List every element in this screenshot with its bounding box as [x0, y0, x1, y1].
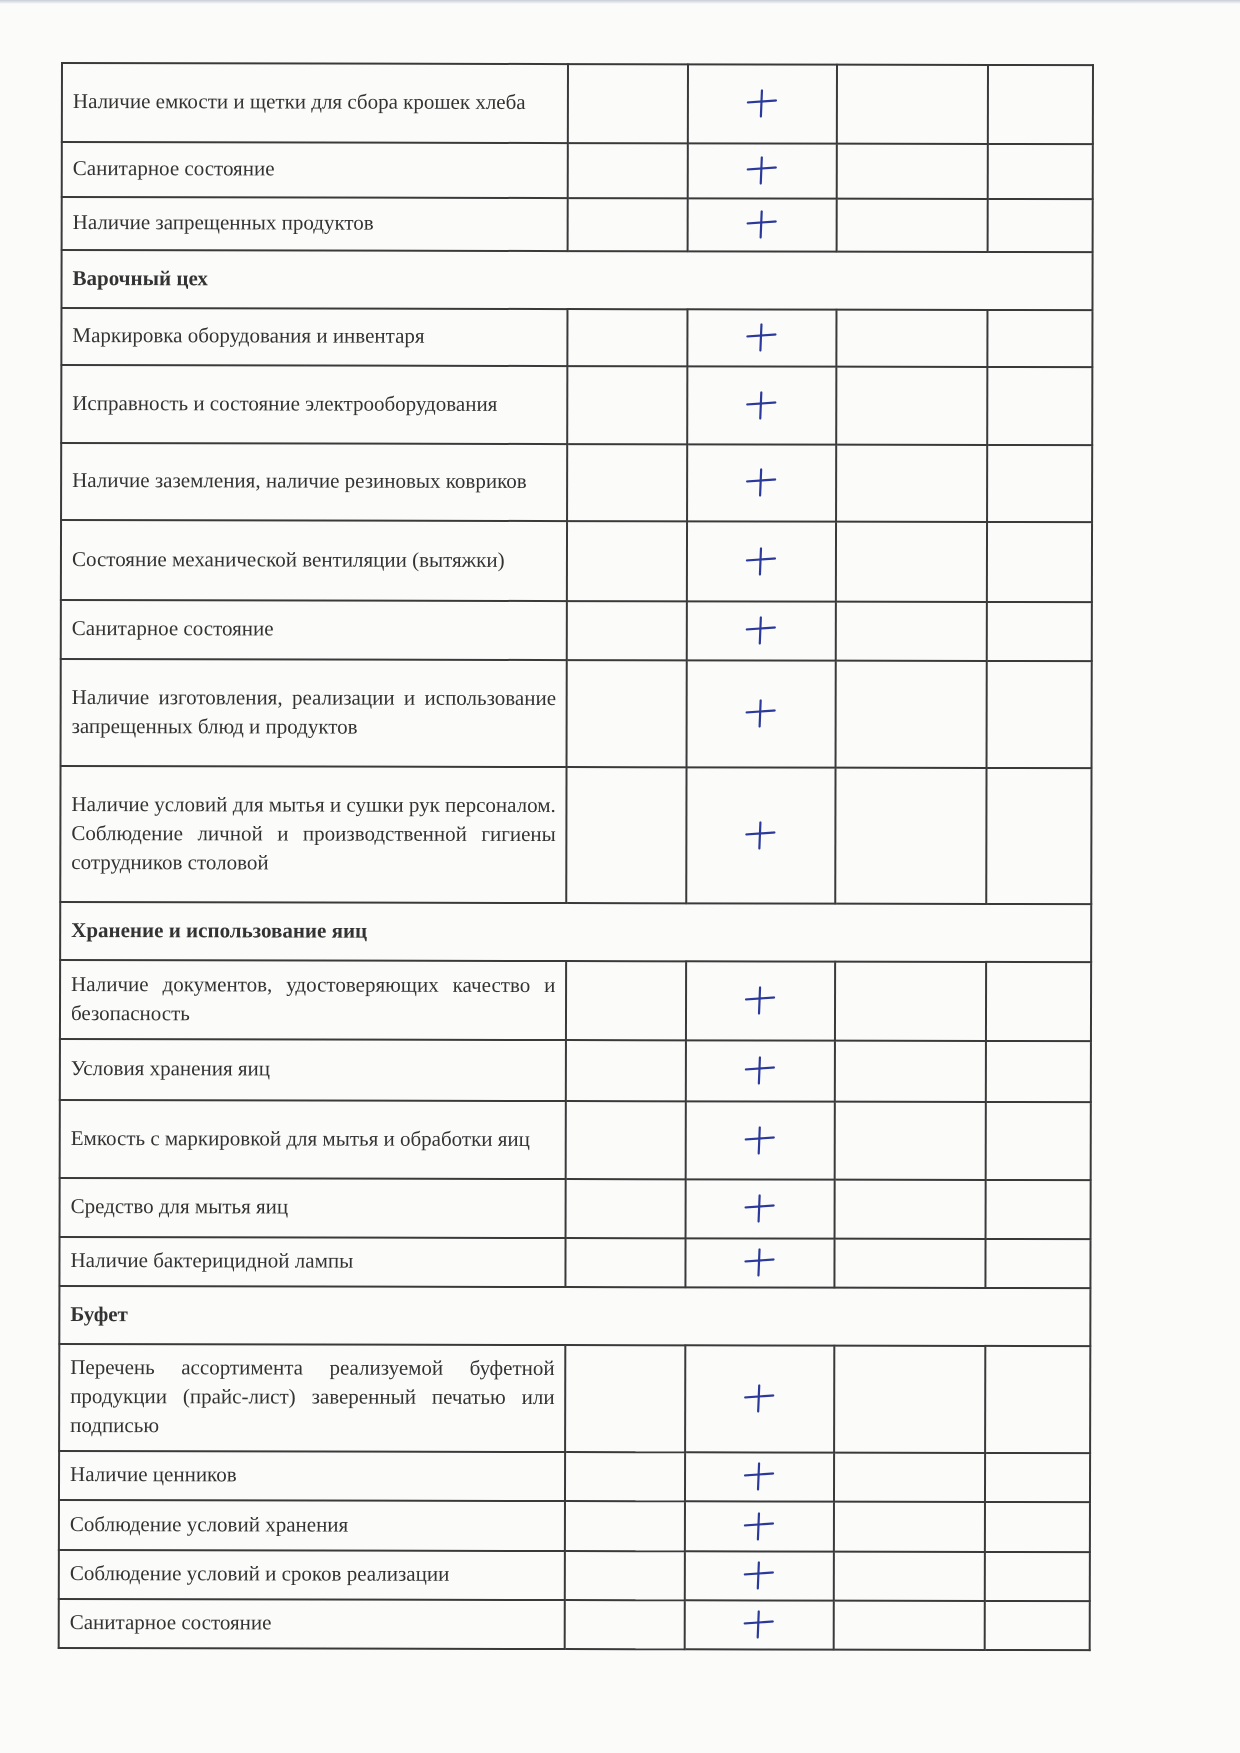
- criterion-text: Наличие документов, удостоверяющих качество и безопасность: [60, 960, 567, 1040]
- checkmark-cell: [685, 1501, 834, 1551]
- empty-cell: [565, 1600, 685, 1649]
- empty-cell: [987, 144, 1092, 199]
- table-row: [59, 1599, 1090, 1650]
- section-title: Хранение и использование яиц: [60, 902, 1091, 962]
- empty-cell: [566, 1179, 686, 1238]
- empty-cell: [567, 601, 687, 660]
- empty-cell: [987, 310, 1092, 367]
- table-row: [59, 1550, 1090, 1601]
- section-title: Варочный цех: [61, 250, 1092, 310]
- empty-cell: [836, 445, 987, 522]
- plus-mark-icon: [744, 546, 778, 576]
- checkmark-cell: [685, 1179, 834, 1238]
- empty-cell: [834, 1239, 985, 1288]
- empty-cell: [984, 1601, 1089, 1650]
- criterion-text: Санитарное состояние: [62, 142, 568, 198]
- table-row: [61, 308, 1092, 367]
- empty-cell: [836, 522, 987, 602]
- empty-cell: [565, 1501, 685, 1551]
- checkmark-cell: [687, 521, 836, 601]
- table-row: [60, 1039, 1091, 1102]
- criterion-text: Перечень ассортимента реализуемой буфетной продукции (прайс-лист) заверенный печатью или подписью: [59, 1344, 566, 1452]
- criterion-text: Средство для мытья яиц: [60, 1178, 566, 1238]
- table-row: [61, 520, 1092, 602]
- empty-cell: [834, 1453, 985, 1502]
- empty-cell: [987, 199, 1092, 252]
- plus-mark-icon: [743, 1056, 777, 1086]
- section-header-row: [60, 902, 1091, 962]
- empty-cell: [985, 1502, 1090, 1552]
- empty-cell: [567, 444, 687, 521]
- checkmark-cell: [687, 601, 836, 660]
- criterion-text: Маркировка оборудования и инвентаря: [61, 308, 567, 366]
- empty-cell: [985, 1102, 1091, 1180]
- scan-edge: [0, 0, 1240, 4]
- table-row: [60, 1100, 1091, 1180]
- checkmark-cell: [685, 1551, 834, 1600]
- checkmark-cell: [685, 1600, 834, 1649]
- empty-cell: [566, 1238, 686, 1287]
- empty-cell: [568, 64, 688, 143]
- table-row: [62, 197, 1093, 252]
- empty-cell: [834, 1346, 985, 1453]
- criterion-text: Наличие бактерицидной лампы: [59, 1237, 565, 1287]
- empty-cell: [985, 1041, 1090, 1102]
- plus-mark-icon: [745, 323, 779, 353]
- checkmark-cell: [686, 1040, 835, 1101]
- criterion-text: Санитарное состояние: [61, 600, 567, 660]
- empty-cell: [836, 310, 987, 367]
- plus-mark-icon: [742, 1384, 776, 1414]
- section-title: Буфет: [59, 1286, 1090, 1346]
- empty-cell: [986, 602, 1091, 661]
- plus-mark-icon: [744, 616, 778, 646]
- empty-cell: [986, 962, 1092, 1041]
- empty-cell: [834, 1180, 985, 1239]
- table-row: [59, 1500, 1090, 1552]
- empty-cell: [568, 143, 688, 198]
- empty-cell: [985, 1453, 1090, 1502]
- plus-mark-icon: [743, 1248, 777, 1278]
- plus-mark-icon: [744, 468, 778, 498]
- plus-mark-icon: [745, 89, 779, 119]
- empty-cell: [836, 199, 987, 252]
- checkmark-cell: [687, 444, 836, 521]
- plus-mark-icon: [742, 1511, 776, 1541]
- plus-mark-icon: [742, 1610, 776, 1640]
- empty-cell: [987, 367, 1093, 445]
- checkmark-cell: [685, 1238, 834, 1287]
- empty-cell: [566, 1101, 686, 1179]
- table-row: [60, 960, 1091, 1041]
- checkmark-cell: [685, 1452, 834, 1501]
- criterion-text: Соблюдение условий и сроков реализации: [59, 1550, 565, 1600]
- empty-cell: [985, 1239, 1090, 1288]
- empty-cell: [567, 521, 687, 601]
- empty-cell: [986, 768, 1092, 904]
- empty-cell: [565, 1345, 685, 1452]
- empty-cell: [567, 767, 687, 903]
- empty-cell: [835, 962, 986, 1041]
- empty-cell: [834, 1552, 985, 1601]
- empty-cell: [985, 1346, 1091, 1453]
- empty-cell: [568, 309, 688, 366]
- table-row: [61, 659, 1092, 768]
- empty-cell: [568, 198, 688, 251]
- criterion-text: Состояние механической вентиляции (вытяжки): [61, 520, 568, 601]
- empty-cell: [834, 1502, 985, 1552]
- criterion-text: Условия хранения яиц: [60, 1039, 567, 1101]
- plus-mark-icon: [743, 1125, 777, 1155]
- criterion-text: Исправность и состояние электрооборудования: [61, 365, 568, 444]
- plus-mark-icon: [745, 390, 779, 420]
- empty-cell: [836, 144, 987, 199]
- empty-cell: [834, 1102, 985, 1180]
- empty-cell: [984, 1552, 1089, 1601]
- plus-mark-icon: [744, 820, 778, 850]
- checkmark-cell: [686, 1101, 835, 1179]
- table-row: [60, 1178, 1091, 1239]
- empty-cell: [836, 367, 987, 445]
- empty-cell: [835, 661, 986, 768]
- table-row: [61, 600, 1092, 661]
- empty-cell: [833, 1601, 984, 1650]
- criterion-text: Емкость с маркировкой для мытья и обработки яиц: [60, 1100, 567, 1179]
- table-row: [62, 63, 1093, 144]
- checkmark-cell: [688, 64, 837, 143]
- criterion-text: Наличие условий для мытья и сушки рук персоналом. Соблюдение личной и производственной гигиены сотрудников столовой: [60, 766, 567, 903]
- section-header-row: [61, 250, 1092, 310]
- section-header-row: [59, 1286, 1090, 1346]
- checkmark-cell: [686, 660, 835, 767]
- plus-mark-icon: [742, 1462, 776, 1492]
- empty-cell: [566, 961, 686, 1040]
- empty-cell: [985, 1180, 1090, 1239]
- criterion-text: Наличие изготовления, реализации и использование запрещенных блюд и продуктов: [61, 659, 568, 767]
- empty-cell: [568, 366, 688, 444]
- table-row: [61, 365, 1092, 445]
- plus-mark-icon: [745, 210, 779, 240]
- checkmark-cell: [685, 1345, 834, 1452]
- criterion-text: Санитарное состояние: [59, 1599, 565, 1649]
- plus-mark-icon: [744, 699, 778, 729]
- empty-cell: [837, 65, 988, 144]
- empty-cell: [835, 768, 986, 904]
- checkmark-cell: [686, 767, 835, 903]
- checkmark-cell: [686, 961, 835, 1040]
- plus-mark-icon: [743, 1194, 777, 1224]
- checkmark-cell: [687, 198, 836, 251]
- empty-cell: [987, 522, 1093, 602]
- criterion-text: Наличие ценников: [59, 1451, 565, 1501]
- empty-cell: [566, 1040, 686, 1101]
- table-row: [59, 1451, 1090, 1502]
- checkmark-cell: [688, 143, 837, 198]
- criterion-text: Соблюдение условий хранения: [59, 1500, 565, 1551]
- table-row: [59, 1237, 1090, 1288]
- empty-cell: [565, 1452, 685, 1501]
- empty-cell: [986, 661, 1092, 768]
- table-row: [62, 142, 1093, 199]
- empty-cell: [565, 1551, 685, 1600]
- checkmark-cell: [687, 366, 836, 444]
- criterion-text: Наличие емкости и щетки для сбора крошек хлеба: [62, 63, 569, 143]
- empty-cell: [835, 1041, 986, 1102]
- plus-mark-icon: [743, 986, 777, 1016]
- empty-cell: [987, 65, 1093, 144]
- criterion-text: Наличие заземления, наличие резиновых ковриков: [61, 443, 568, 521]
- empty-cell: [835, 602, 986, 661]
- plus-mark-icon: [745, 156, 779, 186]
- table-row: [59, 1344, 1090, 1453]
- empty-cell: [567, 660, 687, 767]
- checkmark-cell: [687, 309, 836, 366]
- table-row: [61, 443, 1092, 522]
- empty-cell: [987, 445, 1093, 522]
- criterion-text: Наличие запрещенных продуктов: [62, 197, 568, 251]
- table-row: [60, 766, 1091, 904]
- plus-mark-icon: [742, 1561, 776, 1591]
- inspection-checklist-table: [58, 62, 1094, 1651]
